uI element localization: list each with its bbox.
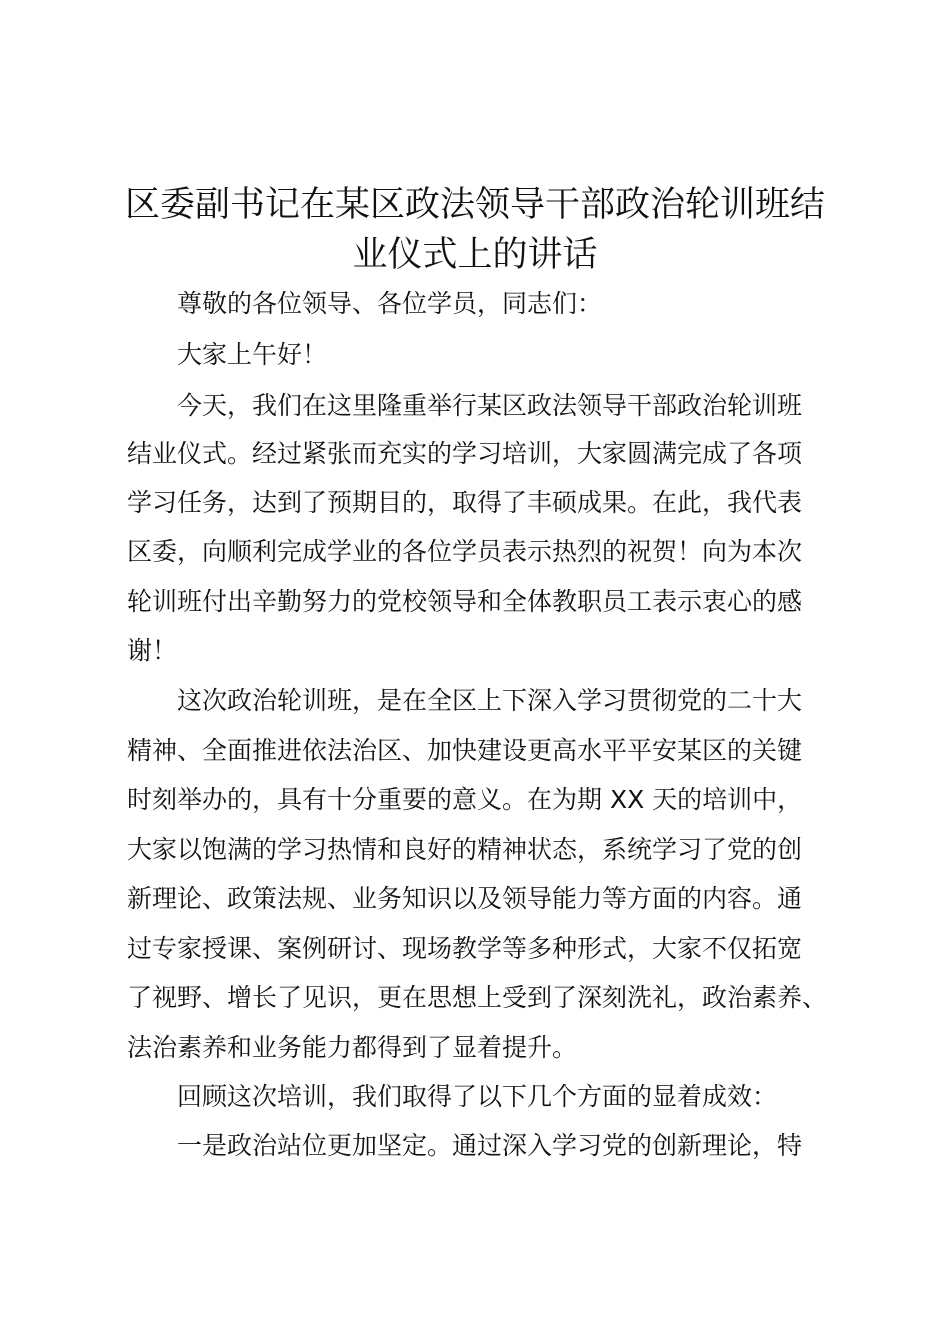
paragraph-2-line-2: 精神、全面推进依法治区、加快建设更高水平平安某区的关键 [127, 736, 803, 765]
paragraph-2-line-1: 这次政治轮训班，是在全区上下深入学习贯彻党的二十大 [177, 686, 803, 715]
paragraph-1-line-5: 轮训班付出辛勤努力的党校领导和全体教职员工表示衷心的感 [127, 587, 803, 616]
paragraph-1-line-3: 学习任务，达到了预期目的，取得了丰硕成果。在此，我代表 [127, 488, 803, 517]
title-line-1: 区委副书记在某区政法领导干部政治轮训班结 [124, 185, 825, 225]
paragraph-2-line-5: 新理论、政策法规、业务知识以及领导能力等方面的内容。通 [127, 884, 803, 913]
paragraph-2-line-4: 大家以饱满的学习热情和良好的精神状态，系统学习了党的创 [127, 835, 803, 864]
paragraph-4-line-1: 一是政治站位更加坚定。通过深入学习党的创新理论，特 [177, 1131, 803, 1160]
title-line-2: 业仪式上的讲话 [352, 235, 598, 275]
paragraph-2-line-3: 时刻举办的，具有十分重要的意义。在为期 XX 天的培训中， [127, 785, 803, 814]
paragraph-2-line-7: 了视野、增长了见识，更在思想上受到了深刻洗礼，政治素养、 [127, 983, 828, 1012]
paragraph-2-line-8: 法治素养和业务能力都得到了显着提升。 [127, 1033, 578, 1062]
paragraph-3-line-1: 回顾这次培训，我们取得了以下几个方面的显着成效： [177, 1082, 778, 1111]
greeting-line: 大家上午好！ [177, 340, 328, 369]
document-title [110, 180, 840, 280]
paragraph-1-line-2: 结业仪式。经过紧张而充实的学习培训，大家圆满完成了各项 [127, 439, 803, 468]
paragraph-1-line-4: 区委，向顺利完成学业的各位学员表示热烈的祝贺！向为本次 [127, 537, 803, 566]
paragraph-2-line-6: 过专家授课、案例研讨、现场教学等多种形式，大家不仅拓宽 [127, 934, 803, 963]
salutation-line: 尊敬的各位领导、各位学员，同志们： [177, 289, 603, 318]
paragraph-1-line-6: 谢！ [127, 636, 178, 665]
paragraph-1-line-1: 今天，我们在这里隆重举行某区政法领导干部政治轮训班 [177, 391, 803, 420]
